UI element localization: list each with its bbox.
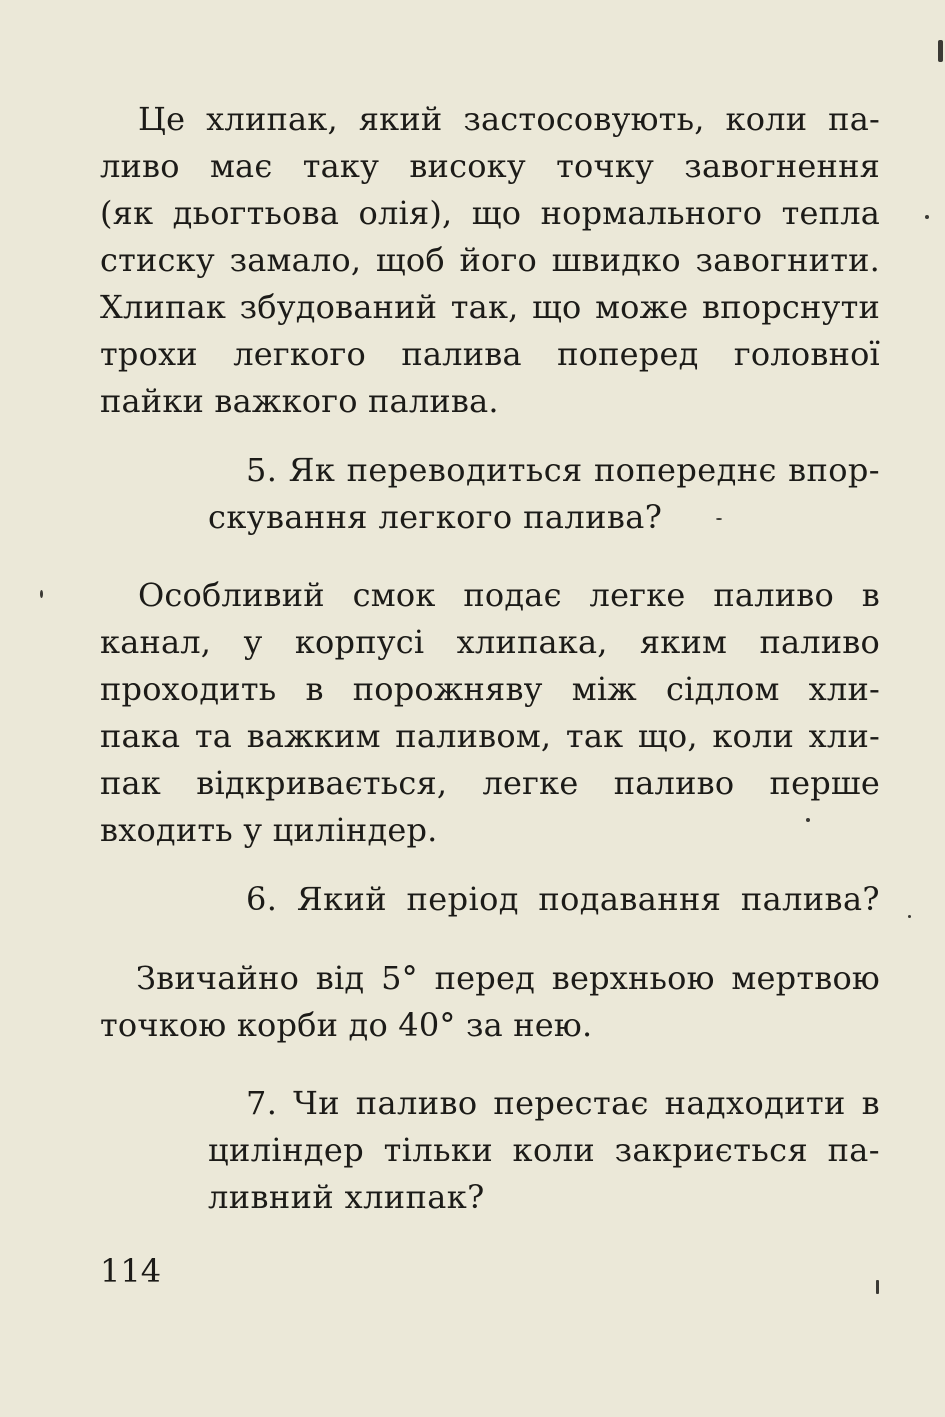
text-line: Хлипак збудований так, що може впорснути: [100, 288, 880, 326]
paragraph-1: [100, 96, 880, 425]
text-line: точкою корби до 40° за нею.: [100, 1006, 593, 1044]
print-speck: [716, 518, 722, 520]
text-line: стиску замало, щоб його швидко завогнити.: [100, 241, 880, 279]
print-speck: [806, 818, 810, 822]
question-line: ливний хлипак?: [208, 1178, 485, 1216]
question-5: [208, 447, 880, 541]
question-line: 7. Чи паливо перестає надходити в: [246, 1084, 880, 1122]
text-line: пака та важким паливом, так що, коли хли-: [100, 717, 880, 755]
text-line: (як дьогтьова олія), що нормального тепла: [100, 194, 880, 232]
text-line: пайки важкого палива.: [100, 382, 499, 420]
paragraph-2: [100, 572, 880, 854]
print-speck: [40, 590, 43, 598]
question-line: скування легкого палива?: [208, 498, 663, 536]
question-line: циліндер тільки коли закриється па-: [208, 1131, 880, 1169]
question-7: [208, 1080, 880, 1221]
text-line: пак відкривається, легке паливо перше: [100, 764, 880, 802]
question-line: 5. Як переводиться попереднє впор-: [246, 451, 880, 489]
text-line: трохи легкого палива поперед головної: [100, 335, 880, 373]
text-line: Це хлипак, який застосовують, коли па-: [138, 100, 880, 138]
text-line: ливо має таку високу точку завогнення: [100, 147, 880, 185]
text-line: Особливий смок подає легке паливо в: [138, 576, 880, 614]
print-speck: [938, 40, 943, 62]
question-line: 6. Який період подавання палива?: [246, 880, 880, 918]
text-line: канал, у корпусі хлипака, яким паливо: [100, 623, 880, 661]
page-number: 114: [100, 1252, 162, 1290]
print-speck: [908, 915, 911, 918]
paragraph-3: [100, 955, 880, 1049]
print-speck: [876, 1280, 879, 1294]
text-line: Звичайно від 5° перед верхньою мертвою: [136, 959, 880, 997]
text-line: входить у циліндер.: [100, 811, 438, 849]
question-6: [246, 876, 880, 923]
text-line: проходить в порожняву між сідлом хли-: [100, 670, 880, 708]
print-speck: [925, 215, 929, 219]
